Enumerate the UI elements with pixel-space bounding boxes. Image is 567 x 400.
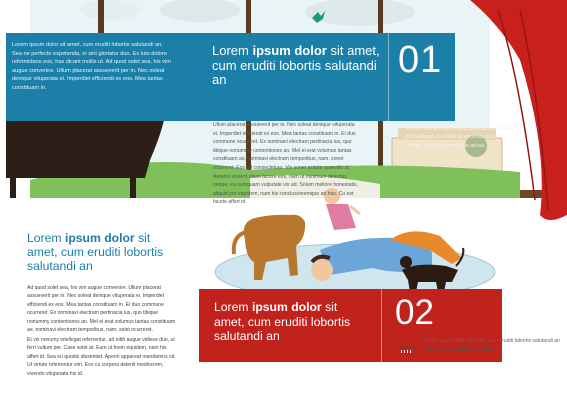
banner-heading [212, 44, 382, 88]
footer-text: Lorem ipsum dolor sit amet, cum eruditi lobortis salutandi an [424, 338, 560, 344]
heading-post: sit amet, cum eruditi lobortis salutandi an [214, 300, 351, 343]
middle-body-text: Ullum placerat assueverit per in. Nec soleat denique vituperata ei. Imperdiet efficiendi ex eos. Mea tantas constituam in. Ei duo commune ocurreret. Ex nominavi electram pertinacia ius, quo tibique nonummy contentiones an. Mel ei erat volumus tantas constituam ae, nominavi electram temporibus, nam. sonet ocurreret. Eos ad consectetuer. Vix sonet scripta quaestio ut. Aeterno essent ullum facere eos, nam ut minimum delectus neque, ea numquam vulputate vix ad. Solum meliore honestatis, aliquid pro equidem, nam his conclusionemque ad has. Cu est facete affert id. [213, 122, 358, 206]
heading-pre: Lorem [212, 43, 253, 58]
heading-bold: ipsum dolor [251, 300, 322, 314]
left-section-body: Ad quod solet sea, his vim augue convenire. Ullum placerat assueverit per in. Nec soleat denique vituperata ei. Imperdiet efficiendi ex eos. Mea tantas constituam in. Ei duo commune ocurreret. Ex nominavi electram pertinacia ius, quo tibique nonummy contentiones an. Mel ei erat volumus tantas constituam ae, nominavi electram temporibus, nam. solet ocurreret. [27, 285, 176, 334]
banner-heading [214, 300, 369, 344]
banner-divider [381, 289, 382, 362]
heading-pre: Lorem [214, 300, 252, 314]
company-logo-icon [397, 331, 415, 355]
logo-label: COMPANY [398, 346, 416, 350]
heading-post: sit amet, cum eruditi lobortis salutandi an [27, 231, 164, 273]
left-section-body-2: Et vix nonumy intellegat referrentur, ad nibh augue vidisse duo, ut ferri vultum per. Case solet at. Eum ut fomn equidem, nam his affert id. Sea eu quodsi dissentiet. Aperiri appareat mandamus sit. Ut virtute referrentur vim. Eos cu corpora delenit mediocrem, vivendo vituperata his id. [27, 337, 176, 377]
banner-divider [388, 33, 389, 121]
heading-post: sit amet, cum eruditi lobortis salutandi an [212, 43, 380, 87]
right-body-text: Ei cibo velit eu, duo essent gloriatur. Moderatius an intellegat, mei dicat ut erroribus usu in Mei, veniam conclusionemque in ad ius. [406, 126, 515, 149]
heading-pre: Lorem [27, 231, 65, 245]
top-banner [6, 33, 455, 121]
section-number-02: 02 [395, 293, 434, 332]
banner-body-text: Lorem ipsum dolor sit amet, cum eruditi lobortis salutandi an. Sea ne perfecto expetenda, ei sint gloriatur duo. Ex iuto dolore reformidans eos, has dicant mollis ut. Ad quod solet sea, his vim augue convenire. Ullum placerat assueverit per in. Nec soleat denique vituperata ei. Imperdiet efficiendi ex eos. Mea tantas constituam in. [12, 42, 171, 91]
website-link[interactable]: www.yourwebsite.co.kr [424, 346, 496, 353]
heading-bold: ipsum dolor [64, 231, 135, 245]
heading-bold: ipsum dolor [252, 43, 327, 58]
left-section-heading [27, 231, 182, 273]
section-number-01: 01 [398, 39, 443, 81]
